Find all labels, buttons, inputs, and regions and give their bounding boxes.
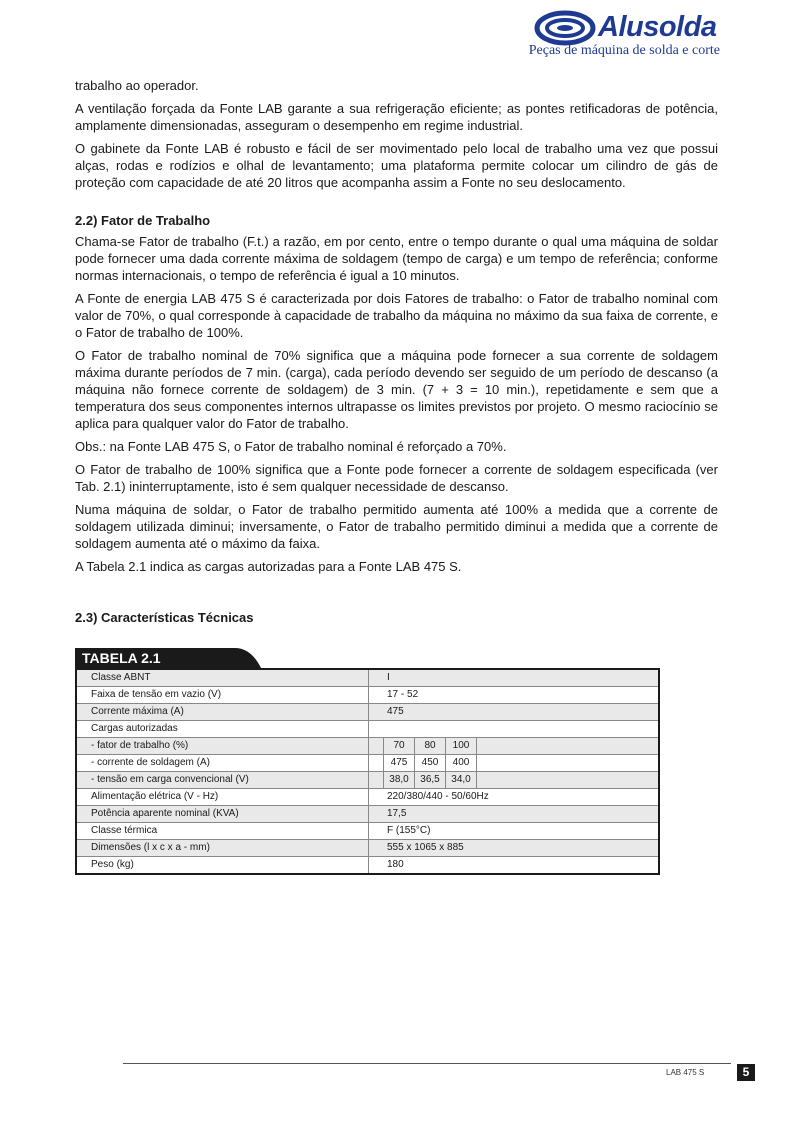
section-paragraph: A Tabela 2.1 indica as cargas autorizadas para a Fonte LAB 475 S. [75, 559, 462, 574]
table-row [76, 772, 659, 789]
table-row [76, 806, 659, 823]
row-label: Alimentação elétrica (V - Hz) [76, 789, 369, 806]
row-label: Potência aparente nominal (KVA) [76, 806, 369, 823]
table-cell: 475 [383, 755, 415, 771]
section-paragraph: O Fator de trabalho nominal de 70% significa que a máquina pode fornecer a sua corrente de soldagem máxima durante períodos de 7 min. (carga), cada período devendo ser seguido de um período de descanso (a máquina não fornece corrente de soldagem) de 3 min. (7 + 3 = 10 min.), repetidamente e sem que a temperatura dos seus componentes internos ultrapasse os limites previstos por projeto. O mesmo raciocínio se aplica para qualquer valor do Fator de trabalho. [75, 348, 718, 431]
footer-divider [123, 1063, 731, 1064]
document-body [75, 77, 718, 630]
table-cell: 450 [414, 755, 446, 771]
footer-model: LAB 475 S [666, 1068, 705, 1077]
row-label: Classe ABNT [76, 669, 369, 687]
table-caption-tab [75, 648, 660, 668]
row-label: Corrente máxima (A) [76, 704, 369, 721]
table-cell: 70 [383, 738, 415, 754]
row-value: 180 [369, 857, 660, 875]
spec-table [75, 668, 660, 875]
table-cell: 34,0 [445, 772, 477, 788]
row-label: Peso (kg) [76, 857, 369, 875]
table-cell: 100 [445, 738, 477, 754]
row-label: Faixa de tensão em vazio (V) [76, 687, 369, 704]
row-value [369, 721, 660, 738]
table-row [76, 669, 659, 687]
row-value: 17,5 [369, 806, 660, 823]
table-cell: 80 [414, 738, 446, 754]
table-cell: 38,0 [383, 772, 415, 788]
row-label: - fator de trabalho (%) [76, 738, 369, 755]
row-value: F (155°C) [369, 823, 660, 840]
section-paragraph: A Fonte de energia LAB 475 S é caracterizada por dois Fatores de trabalho: o Fator de trabalho nominal com valor de 70%, o qual corresponde à capacidade de trabalho da máquina no máximo da sua faixa de corrente, e o Fator de trabalho de 100%. [75, 291, 718, 340]
intro-paragraph: trabalho ao operador. [75, 78, 199, 93]
table-row [76, 789, 659, 806]
table-row [76, 687, 659, 704]
row-value: 555 x 1065 x 885 [369, 840, 660, 857]
spec-table-container [75, 648, 660, 875]
table-row [76, 823, 659, 840]
brand-logo [528, 6, 728, 62]
row-label: - corrente de soldagem (A) [76, 755, 369, 772]
row-label: Dimensões (l x c x a - mm) [76, 840, 369, 857]
page-number: 5 [737, 1064, 755, 1081]
row-values [369, 755, 660, 772]
table-row [76, 755, 659, 772]
row-label: Cargas autorizadas [76, 721, 369, 738]
section-paragraph: Obs.: na Fonte LAB 475 S, o Fator de trabalho nominal é reforçado a 70%. [75, 439, 507, 454]
table-row [76, 857, 659, 875]
row-value: 220/380/440 - 50/60Hz [369, 789, 660, 806]
row-label: - tensão em carga convencional (V) [76, 772, 369, 789]
table-row [76, 704, 659, 721]
section-paragraph: Chama-se Fator de trabalho (F.t.) a razão, em por cento, entre o tempo durante o qual uma máquina de soldar pode fornecer uma dada corrente máxima de soldagem (tempo de carga) e um tempo de referência; conforme normas internacionais, o tempo de referência é igual a 10 minutos. [75, 234, 718, 283]
row-value: 475 [369, 704, 660, 721]
section-heading-fator-trabalho: 2.2) Fator de Trabalho [75, 213, 211, 228]
row-values [369, 772, 660, 789]
row-values [369, 738, 660, 755]
brand-tagline: Peças de máquina de solda e corte [528, 43, 720, 58]
table-row [76, 738, 659, 755]
section-heading-caracteristicas: 2.3) Características Técnicas [75, 610, 254, 625]
table-cell: 36,5 [414, 772, 446, 788]
table-row [76, 840, 659, 857]
table-caption: TABELA 2.1 [82, 650, 161, 666]
row-label: Classe térmica [76, 823, 369, 840]
brand-name: Alusolda [598, 11, 717, 43]
intro-paragraph: O gabinete da Fonte LAB é robusto e fácil de ser movimentado pelo local de trabalho uma vez que possui alças, rodas e rodízios e olhal de levantamento; uma plataforma permite colocar um cilindro de gás de proteção com capacidade de até 20 litros que acompanha assim a Fonte no seu deslocamento. [75, 141, 718, 190]
row-value: 17 - 52 [369, 687, 660, 704]
section-paragraph: Numa máquina de soldar, o Fator de trabalho permitido aumenta até 100% a medida que a corrente de soldagem utilizada diminui; inversamente, o Fator de trabalho permitido diminui a medida que a corrente de soldagem aumenta até o máximo da faixa. [75, 502, 718, 551]
section-paragraph: O Fator de trabalho de 100% significa que a Fonte pode fornecer a corrente de soldagem especificada (ver Tab. 2.1) ininterruptamente, isto é sem qualquer necessidade de descanso. [75, 462, 718, 494]
row-value: I [369, 669, 660, 687]
logo-swoosh-icon [534, 10, 596, 46]
table-row [76, 721, 659, 738]
table-cell: 400 [445, 755, 477, 771]
intro-paragraph: A ventilação forçada da Fonte LAB garante a sua refrigeração eficiente; as pontes retificadoras de potência, amplamente dimensionadas, asseguram o desempenho em regime industrial. [75, 101, 718, 133]
